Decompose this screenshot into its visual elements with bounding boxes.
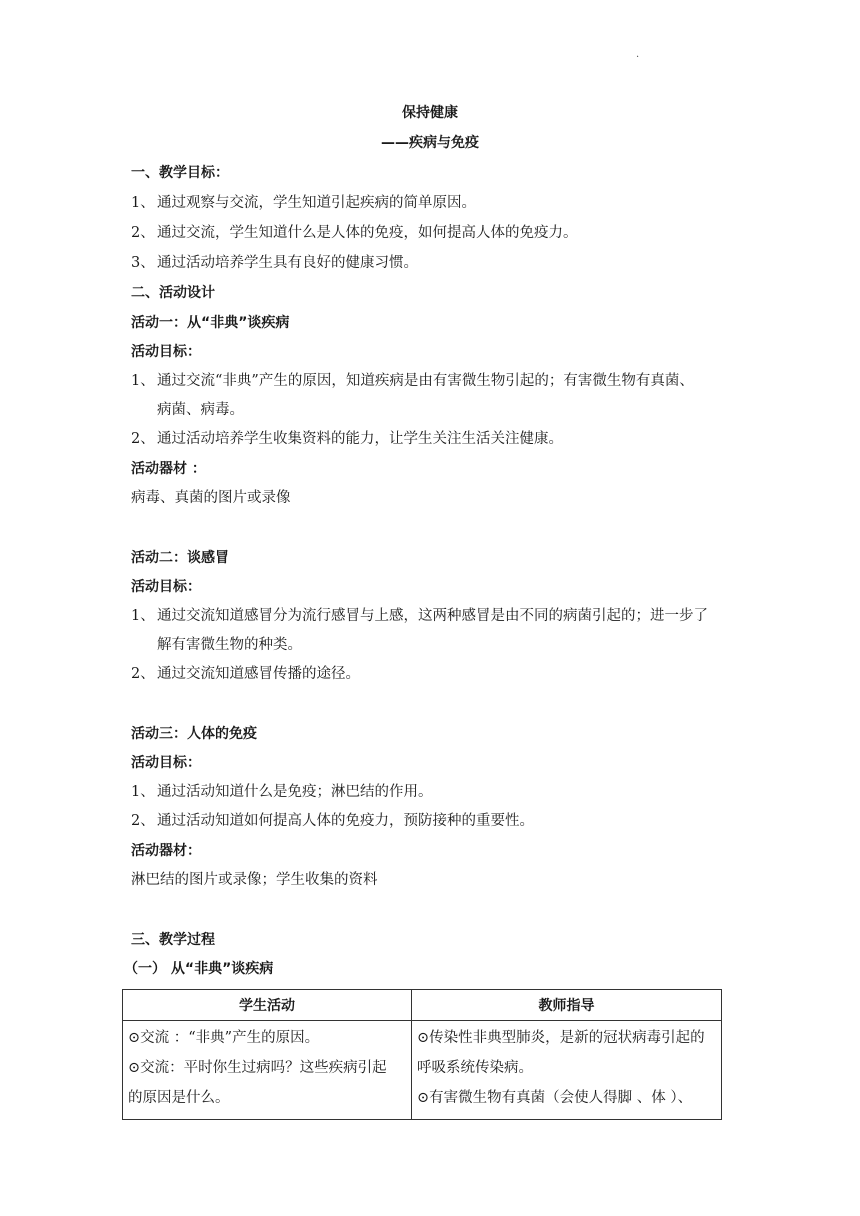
activity1-equip-text: 病毒、真菌的图片或录像: [131, 490, 291, 506]
goal-item: 2、 通过交流，学生知道什么是人体的免疫，如何提高人体的免疫力。: [131, 225, 578, 241]
page-marker: ·: [636, 52, 640, 63]
activity1-item: 2、 通过活动培养学生收集资料的能力，让学生关注生活关注健康。: [131, 431, 563, 447]
process-sub-heading: （一） 从“非典”谈疾病: [124, 961, 274, 977]
table-header-student: 学生活动: [123, 990, 412, 1021]
section-heading-design: 二、活动设计: [131, 285, 215, 301]
activity3-title: 活动三：人体的免疫: [131, 726, 257, 742]
table-header-row: [123, 990, 722, 1021]
student-activity-cell: [123, 1021, 412, 1120]
activity3-equip-label: 活动器材：: [131, 843, 201, 859]
activity3-item: 1、 通过活动知道什么是免疫；淋巴结的作用。: [131, 784, 433, 800]
cell-line: ⊙传染性非典型肺炎，是新的冠状病毒引起的: [417, 1030, 705, 1046]
cell-line: 呼吸系统传染病。: [417, 1060, 533, 1076]
activity3-goal-label: 活动目标：: [131, 755, 201, 771]
teacher-guidance-cell: [412, 1021, 722, 1120]
activity1-item: 1、 通过交流“非典”产生的原因，知道疾病是由有害微生物引起的；有害微生物有真菌、: [131, 373, 694, 389]
cell-line: ⊙交流 ：“非典”产生的原因。: [128, 1030, 320, 1046]
activity3-item: 2、 通过活动知道如何提高人体的免疫力，预防接种的重要性。: [131, 813, 534, 829]
activity2-title: 活动二：谈感冒: [131, 550, 229, 566]
doc-subtitle: ——疾病与免疫: [381, 135, 479, 151]
activity2-goal-label: 活动目标：: [131, 579, 201, 595]
doc-title: 保持健康: [402, 105, 458, 121]
activity1-title: 活动一：从“非典”谈疾病: [131, 315, 290, 331]
goal-item: 1、 通过观察与交流，学生知道引起疾病的简单原因。: [131, 195, 476, 211]
activity3-equip-text: 淋巴结的图片或录像；学生收集的资料: [131, 872, 378, 888]
table-header-teacher: 教师指导: [412, 990, 722, 1021]
goal-item: 3、 通过活动培养学生具有良好的健康习惯。: [131, 255, 418, 271]
section-heading-process: 三、教学过程: [131, 932, 215, 948]
cell-line: ⊙交流：平时你生过病吗？这些疾病引起: [128, 1060, 387, 1076]
section-heading-goals: 一、教学目标：: [131, 165, 229, 181]
cell-line: ⊙有害微生物有真菌（会使人得脚 、体 ）、: [417, 1090, 693, 1106]
cell-line: 的原因是什么。: [128, 1090, 230, 1106]
activity1-goal-label: 活动目标：: [131, 344, 201, 360]
activity2-item: 1、 通过交流知道感冒分为流行感冒与上感，这两种感冒是由不同的病菌引起的；进一步了: [131, 608, 708, 624]
activity2-item-cont: 解有害微生物的种类。: [157, 637, 302, 653]
activity1-item-cont: 病菌、病毒。: [157, 402, 244, 418]
table-row: [123, 1021, 722, 1120]
activity2-item: 2、 通过交流知道感冒传播的途径。: [131, 666, 360, 682]
activity1-equip-label: 活动器材 ：: [131, 461, 206, 477]
process-table: [122, 989, 722, 1120]
